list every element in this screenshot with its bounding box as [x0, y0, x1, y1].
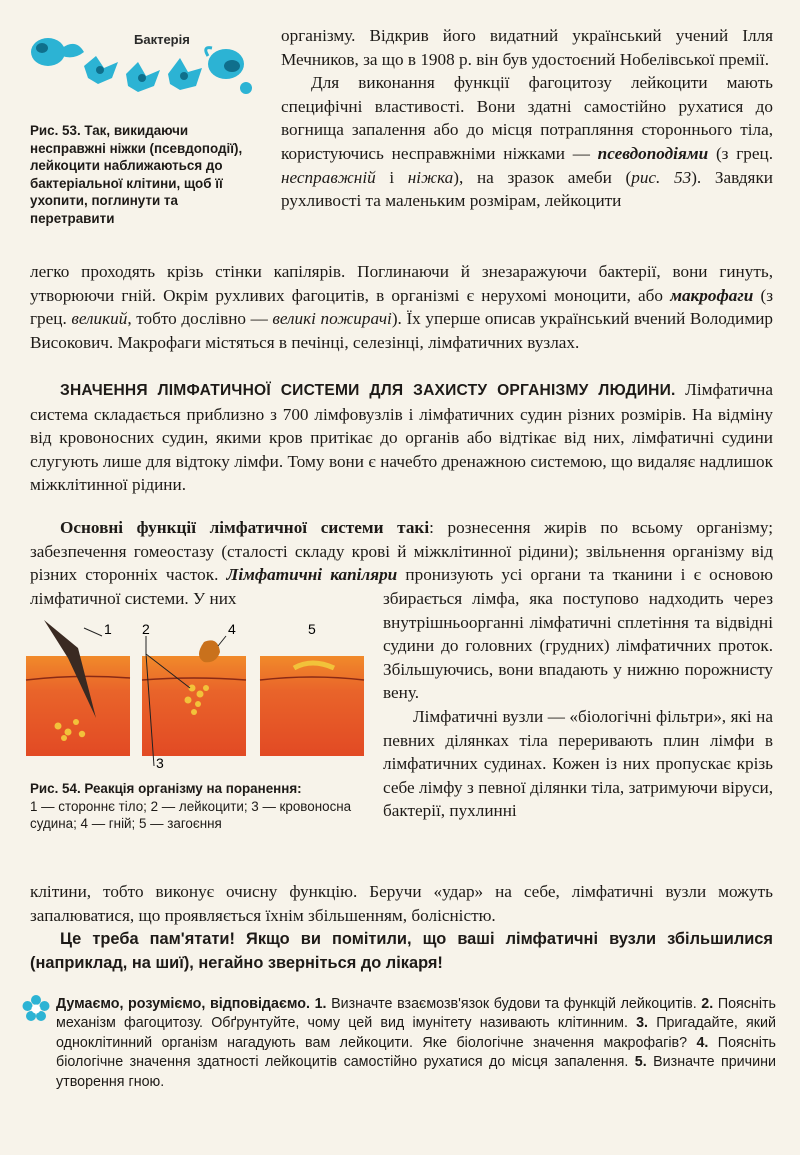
- label-2: 2: [142, 621, 150, 637]
- leukocyte-blob-icon: [31, 38, 84, 66]
- label-1: 1: [104, 621, 112, 637]
- top-right-column: [281, 24, 773, 213]
- macrophage-paragraph: легко проходять крізь стінки капілярів. Поглинаючи й знезаражуючи бактерії, вони гинуть, утворюючи гній. Окрім рухливих фагоцитів, в організмі є нерухомі моноцити, або макрофаги (з грец. великий, тобто дослівно — великі пожирачі). Їх уперше описав український вчений Володимир Високович. Макрофаги містяться в печінці, селезінці, лімфатичних вузлах.: [30, 262, 773, 352]
- tissue-panel-2: [142, 640, 246, 756]
- questions-heading: Думаємо, розуміємо, відповідаємо.: [56, 996, 310, 1012]
- tissue-panel-3: [260, 656, 364, 756]
- wound-reaction-figure: [22, 618, 367, 770]
- bacteria-label: Бактерія: [134, 32, 190, 47]
- remember-notice: Це треба пам'ятати! Якщо ви помітили, що ваші лімфатичні вузли збільшилися (наприклад, на шиї), негайно зверніться до лікаря!: [30, 930, 773, 972]
- figure-53-caption: Рис. 53. Так, викидаючи несправжні ніжки (псевдоподії), лейкоцити наближаються до бактеріальної клітини, щоб її ухопити, поглинути та перетравити: [30, 123, 243, 226]
- label-5: 5: [308, 621, 316, 637]
- paragraph: Для виконання функції фагоцитозу лейкоцити мають специфічні властивості. Вони здатні самостійно рухатися до вогнища запалення або до місця потрапляння стороннього тіла, користуючись несправжніми ніжками — псевдоподіями (з грец. несправжній і ніжка), на зразок амеби (рис. 53). Завдяки рухливості та маленьким розмірам, лейкоцити: [281, 73, 773, 211]
- tissue-panel-1: [26, 620, 130, 756]
- term-pseudopodia: псевдоподіями: [597, 143, 709, 163]
- term-lymph-capillaries: Лімфатичні капіляри: [226, 565, 398, 585]
- functions-paragraph: Основні функції лімфатичної системи такі: рознесення жирів по всьому організму; забезпечення гомеостазу (сталості складу крові й міжклітинної рідини); звільнення організму від різних сторонніх часток. Лімфатичні капіляри пронизують усі органи та тканини і є основою лімфатичної системи. У них: [30, 518, 773, 608]
- label-4: 4: [228, 621, 236, 637]
- leukocyte-blob-icon: [168, 58, 202, 90]
- leukocyte-blob-icon: [84, 56, 118, 84]
- label-3: 3: [156, 755, 164, 770]
- review-questions: Думаємо, розуміємо, відповідаємо. 1. Визначте взаємозв'язок будови та функцій лейкоцитів. 2. Поясніть механізм фагоцитозу. Обґрунтуйте, чому цей вид імунітету називають клітинним. 3. Пригадайте, який одноклітинний організм нагадують вам лейкоцити. Яке біологічне значення макрофагів? 4. Поясніть біологічне значення здатності лейкоцитів самостійно рухатися до місця запалення. 5. Визначте причини утворення гною.: [56, 996, 777, 1090]
- bacterium-icon: [206, 48, 252, 94]
- functions-lead: Основні функції лімфатичної системи такі: [60, 518, 430, 537]
- paragraph: клітини, тобто виконує очисну функцію. Беручи «удар» на себе, лімфатичні вузли можуть запалюватися, що проявляється їхнім збільшенням, болісністю.: [30, 882, 773, 925]
- paragraph: збирається лімфа, яка поступово надходить через внутрішньоорганні лімфатичні сплетіння та відвідні судини до головних (грудних) лімфатичних проток. Збільшуючись, вони впадають у нижню порожнисту вену.: [383, 589, 773, 703]
- lymph-nodes-column: [383, 587, 773, 823]
- figure-54-caption: Рис. 54. Реакція організму на поранення: 1 — стороннє тіло; 2 — лейкоцити; 3 — кровоносна судина; 4 — гній; 5 — загоєння: [30, 781, 352, 832]
- bacteria-leukocyte-figure: [26, 26, 266, 114]
- lymph-system-section: ЗНАЧЕННЯ ЛІМФАТИЧНОЇ СИСТЕМИ ДЛЯ ЗАХИСТУ ОРГАНІЗМУ ЛЮДИНИ. Лімфатична система складається приблизно з 700 лімфовузлів і лімфатичних судин різних розмірів. На відміну від кровоносних судин, якими кров притікає до органів або відтікає від них, лімфатичні судини слугують лише для відтоку лімфи. Тому вони є начебто дренажною системою, що видаляє надлишок міжклітинної рідини.: [30, 380, 773, 495]
- leukocyte-blob-icon: [126, 62, 160, 92]
- paragraph: Лімфатичні вузли — «біологічні фільтри», які на певних ділянках тіла переривають плин лімфи в лімфатичних судинах. Кожен із них пропускає крізь себе лімфу з певної ділянки тіла, затримуючи віруси, бактерії, пухлинні: [383, 706, 773, 821]
- questions-flower-icon: [20, 993, 52, 1025]
- term-macrophages: макрофаги: [670, 285, 754, 305]
- paragraph: організму. Відкрив його видатний український учений Ілля Мечников, за що в 1908 р. він був удостоєний Нобелівської премії.: [281, 26, 773, 69]
- section-heading: ЗНАЧЕННЯ ЛІМФАТИЧНОЇ СИСТЕМИ ДЛЯ ЗАХИСТУ ОРГАНІЗМУ ЛЮДИНИ.: [60, 382, 676, 399]
- figure-reference: рис. 53: [631, 167, 692, 187]
